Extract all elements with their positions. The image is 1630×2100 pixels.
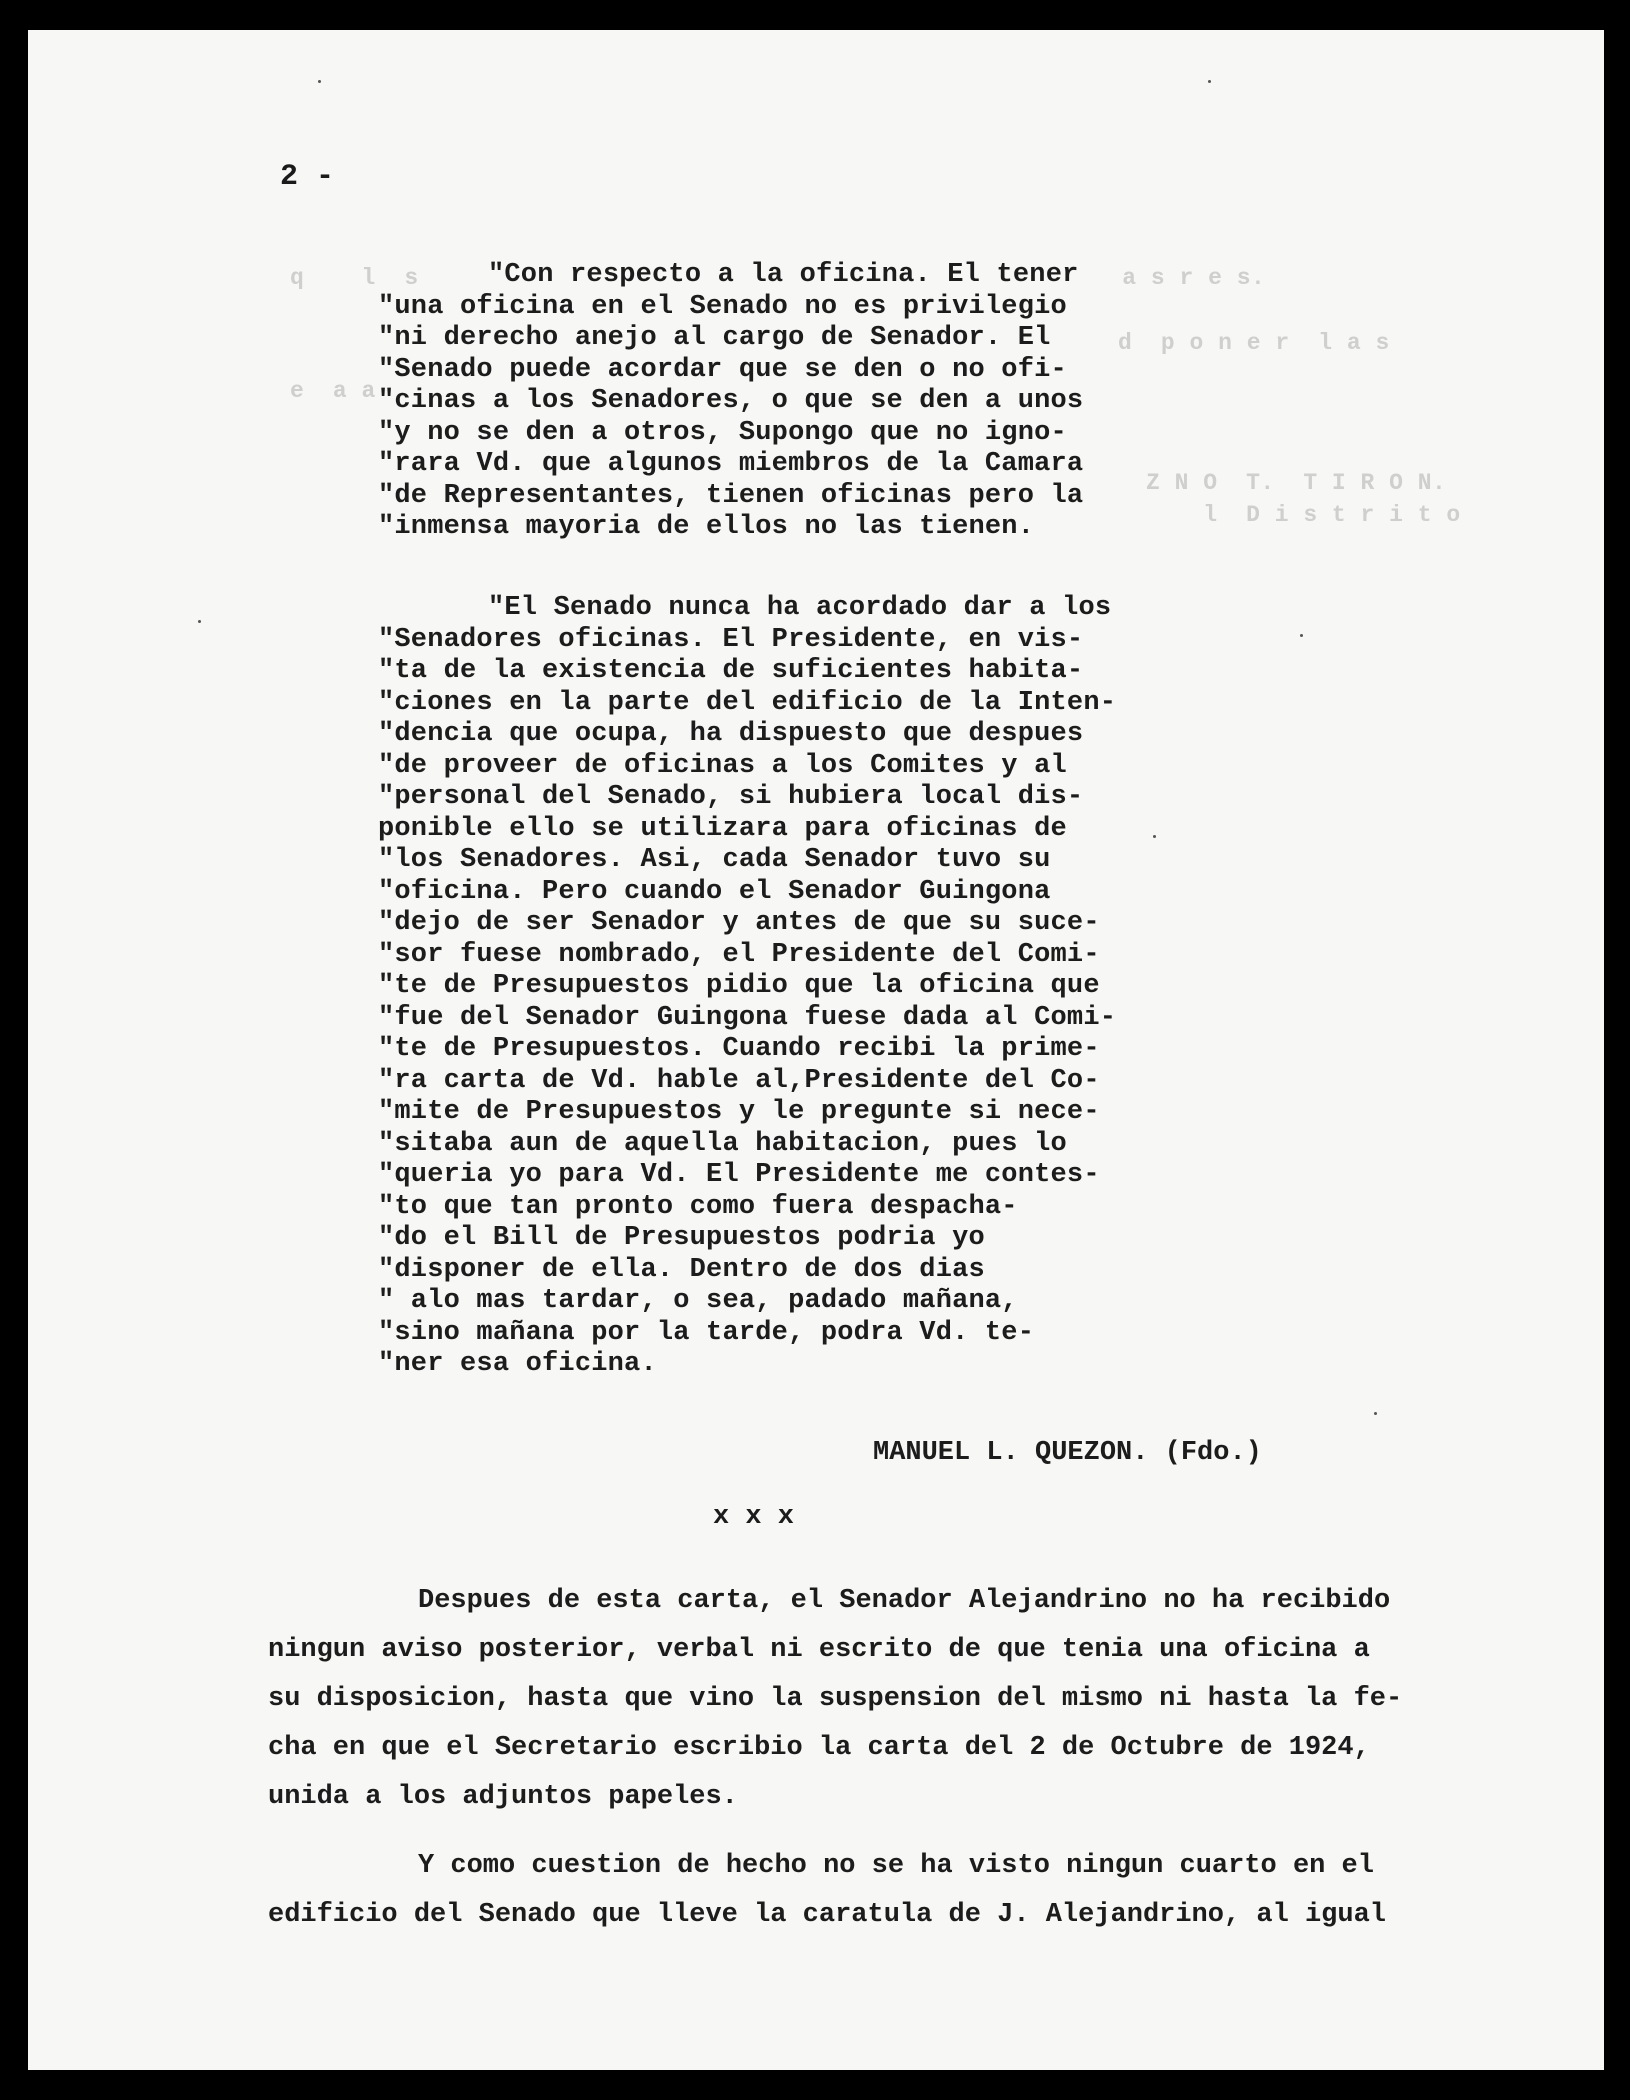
scan-speck bbox=[198, 620, 201, 623]
text-line: "de Representantes, tienen oficinas pero la bbox=[378, 480, 1084, 511]
text-line: su disposicion, hasta que vino la suspension del mismo ni hasta la fe- bbox=[268, 1684, 1403, 1714]
quoted-letter-paragraph-1 bbox=[378, 260, 1158, 544]
text-line: "y no se den a otros, Supongo que no igno- bbox=[378, 417, 1067, 448]
text-line: "ner esa oficina. bbox=[378, 1349, 657, 1379]
text-line: "una oficina en el Senado no es privilegio bbox=[378, 291, 1067, 322]
text-line: Y como cuestion de hecho no se ha visto ningun cuarto en el bbox=[418, 1851, 1374, 1881]
text-line: "Senadores oficinas. El Presidente, en vis- bbox=[378, 624, 1084, 655]
page-number: 2 - bbox=[280, 160, 335, 194]
text-line: ningun aviso posterior, verbal ni escrito de que tenia una oficina a bbox=[268, 1635, 1370, 1665]
text-line: "Con respecto a la oficina. El tener bbox=[488, 260, 1079, 290]
scan-speck bbox=[1153, 835, 1156, 838]
text-line: Despues de esta carta, el Senador Alejandrino no ha recibido bbox=[418, 1586, 1391, 1616]
bleed-through-mark: l D i s t r i t o bbox=[1146, 502, 1461, 528]
text-line: cha en que el Secretario escribio la carta del 2 de Octubre de 1924, bbox=[268, 1733, 1370, 1763]
scan-speck bbox=[1374, 1412, 1377, 1415]
scan-speck bbox=[318, 80, 321, 83]
text-line: "sor fuese nombrado, el Presidente del Comi- bbox=[378, 939, 1100, 970]
body-paragraph-2 bbox=[268, 1842, 1468, 1940]
bleed-through-mark: a s r e s. bbox=[1108, 265, 1266, 291]
body-paragraph-1 bbox=[268, 1577, 1468, 1822]
text-line: "inmensa mayoria de ellos no las tienen. bbox=[378, 512, 1035, 542]
text-line: "te de Presupuestos pidio que la oficina que bbox=[378, 971, 1100, 1001]
text-line: "queria yo para Vd. El Presidente me contes- bbox=[378, 1160, 1100, 1190]
document-page bbox=[28, 30, 1604, 2070]
text-line: "disponer de ella. Dentro de dos dias bbox=[378, 1254, 985, 1285]
text-line: "sitaba aun de aquella habitacion, pues lo bbox=[378, 1128, 1067, 1159]
text-line: "los Senadores. Asi, cada Senador tuvo su bbox=[378, 845, 1051, 875]
bleed-through-mark: q l s bbox=[290, 265, 419, 291]
text-line: "de proveer de oficinas a los Comites y al bbox=[378, 750, 1067, 781]
text-line: "El Senado nunca ha acordado dar a los bbox=[488, 593, 1112, 623]
text-line: "ciones en la parte del edificio de la Inten- bbox=[378, 687, 1117, 718]
text-line: " alo mas tardar, o sea, padado mañana, bbox=[378, 1286, 1018, 1316]
bleed-through-mark: e a a bbox=[290, 378, 376, 404]
text-line: "personal del Senado, si hubiera local dis- bbox=[378, 782, 1084, 812]
text-line: "te de Presupuestos. Cuando recibi la prime- bbox=[378, 1034, 1100, 1064]
scan-speck bbox=[1300, 634, 1303, 637]
section-separator: x x x bbox=[713, 1502, 795, 1532]
bleed-through-mark: d p o n e r l a s bbox=[1118, 330, 1390, 356]
text-line: "dejo de ser Senador y antes de que su suce- bbox=[378, 908, 1100, 938]
text-line: unida a los adjuntos papeles. bbox=[268, 1782, 738, 1812]
text-line: ponible ello se utilizara para oficinas de bbox=[378, 813, 1067, 844]
scan-speck bbox=[1208, 80, 1211, 83]
text-line: "Senado puede acordar que se den o no ofi- bbox=[378, 354, 1067, 385]
text-line: "oficina. Pero cuando el Senador Guingona bbox=[378, 876, 1051, 907]
bleed-through-mark: Z N O T. T I R O N. bbox=[1146, 470, 1447, 496]
text-line: "do el Bill de Presupuestos podria yo bbox=[378, 1223, 985, 1253]
text-line: "rara Vd. que algunos miembros de la Camara bbox=[378, 449, 1084, 479]
text-line: "sino mañana por la tarde, podra Vd. te- bbox=[378, 1317, 1035, 1348]
text-line: "ta de la existencia de suficientes habita- bbox=[378, 656, 1084, 686]
quoted-letter-paragraph-2 bbox=[378, 593, 1158, 1381]
text-line: "ni derecho anejo al cargo de Senador. El bbox=[378, 323, 1051, 353]
text-line: "cinas a los Senadores, o que se den a unos bbox=[378, 386, 1084, 416]
text-line: "ra carta de Vd. hable al,Presidente del Co- bbox=[378, 1065, 1100, 1096]
text-line: "to que tan pronto como fuera despacha- bbox=[378, 1191, 1018, 1222]
text-line: "mite de Presupuestos y le pregunte si nece- bbox=[378, 1097, 1100, 1127]
text-line: "fue del Senador Guingona fuese dada al Comi- bbox=[378, 1002, 1117, 1033]
text-line: "dencia que ocupa, ha dispuesto que despues bbox=[378, 719, 1084, 749]
text-line: edificio del Senado que lleve la caratula de J. Alejandrino, al igual bbox=[268, 1900, 1386, 1930]
letter-signature: MANUEL L. QUEZON. (Fdo.) bbox=[873, 1438, 1262, 1468]
